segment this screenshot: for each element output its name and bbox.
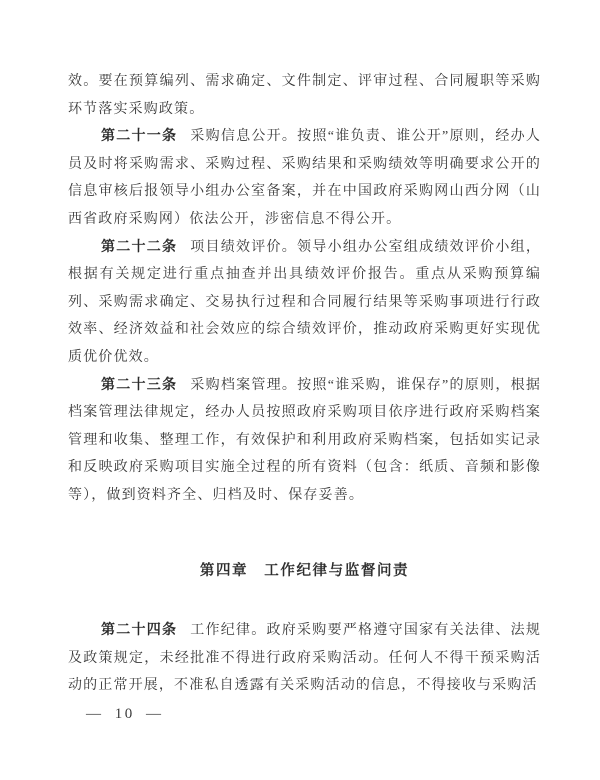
article-23-number: 第二十三条	[101, 377, 178, 393]
article-22-text: 项目绩效评价。领导小组办公室组成绩效评价小组，根据有关规定进行重点抽查并出具绩效评价报告。重点从采购预算编列、采购需求确定、交易执行过程和合同履行结果等采购事项进行行政效率、经济效益和社会效应的综合绩效评价，推动政府采购更好实现优质优价优效。	[68, 239, 542, 365]
article-21	[68, 123, 541, 233]
article-22	[68, 234, 541, 372]
article-24-number: 第二十四条	[101, 623, 178, 639]
continuation-paragraph: 效。要在预算编列、需求确定、文件制定、评审过程、合同履职等采购环节落实采购政策。	[68, 74, 541, 117]
document-body	[68, 68, 541, 700]
article-22-number: 第二十二条	[101, 239, 178, 255]
article-21-number: 第二十一条	[101, 129, 178, 145]
page-number: — 10 —	[86, 706, 164, 722]
article-21-text: 采购信息公开。按照“谁负责、谁公开”原则，经办人员及时将采购需求、采购过程、采购结果和采购绩效等明确要求公开的信息审核后报领导小组办公室备案，并在中国政府采购网山西分网（山西省政府采购网）依法公开，涉密信息不得公开。	[68, 129, 541, 227]
article-24	[68, 617, 541, 700]
article-24-text: 工作纪律。政府采购要严格遵守国家有关法律、法规及政策规定，未经批准不得进行政府采购活动。任何人不得干预采购活动的正常开展，不准私自透露有关采购活动的信息，不得接收与采购活	[68, 623, 542, 694]
chapter-heading: 第四章 工作纪律与监督问责	[199, 562, 410, 579]
article-23-text: 采购档案管理。按照“谁采购，谁保存”的原则，根据档案管理法律规定，经办人员按照政府采购项目依序进行政府采购档案管理和收集、整理工作，有效保护和利用政府采购档案，包括如实记录和反映政府采购项目实施全过程的所有资料（包含：纸质、音频和影像等），做到资料齐全、归档及时、保存妥善。	[68, 377, 541, 503]
article-23	[68, 372, 541, 510]
